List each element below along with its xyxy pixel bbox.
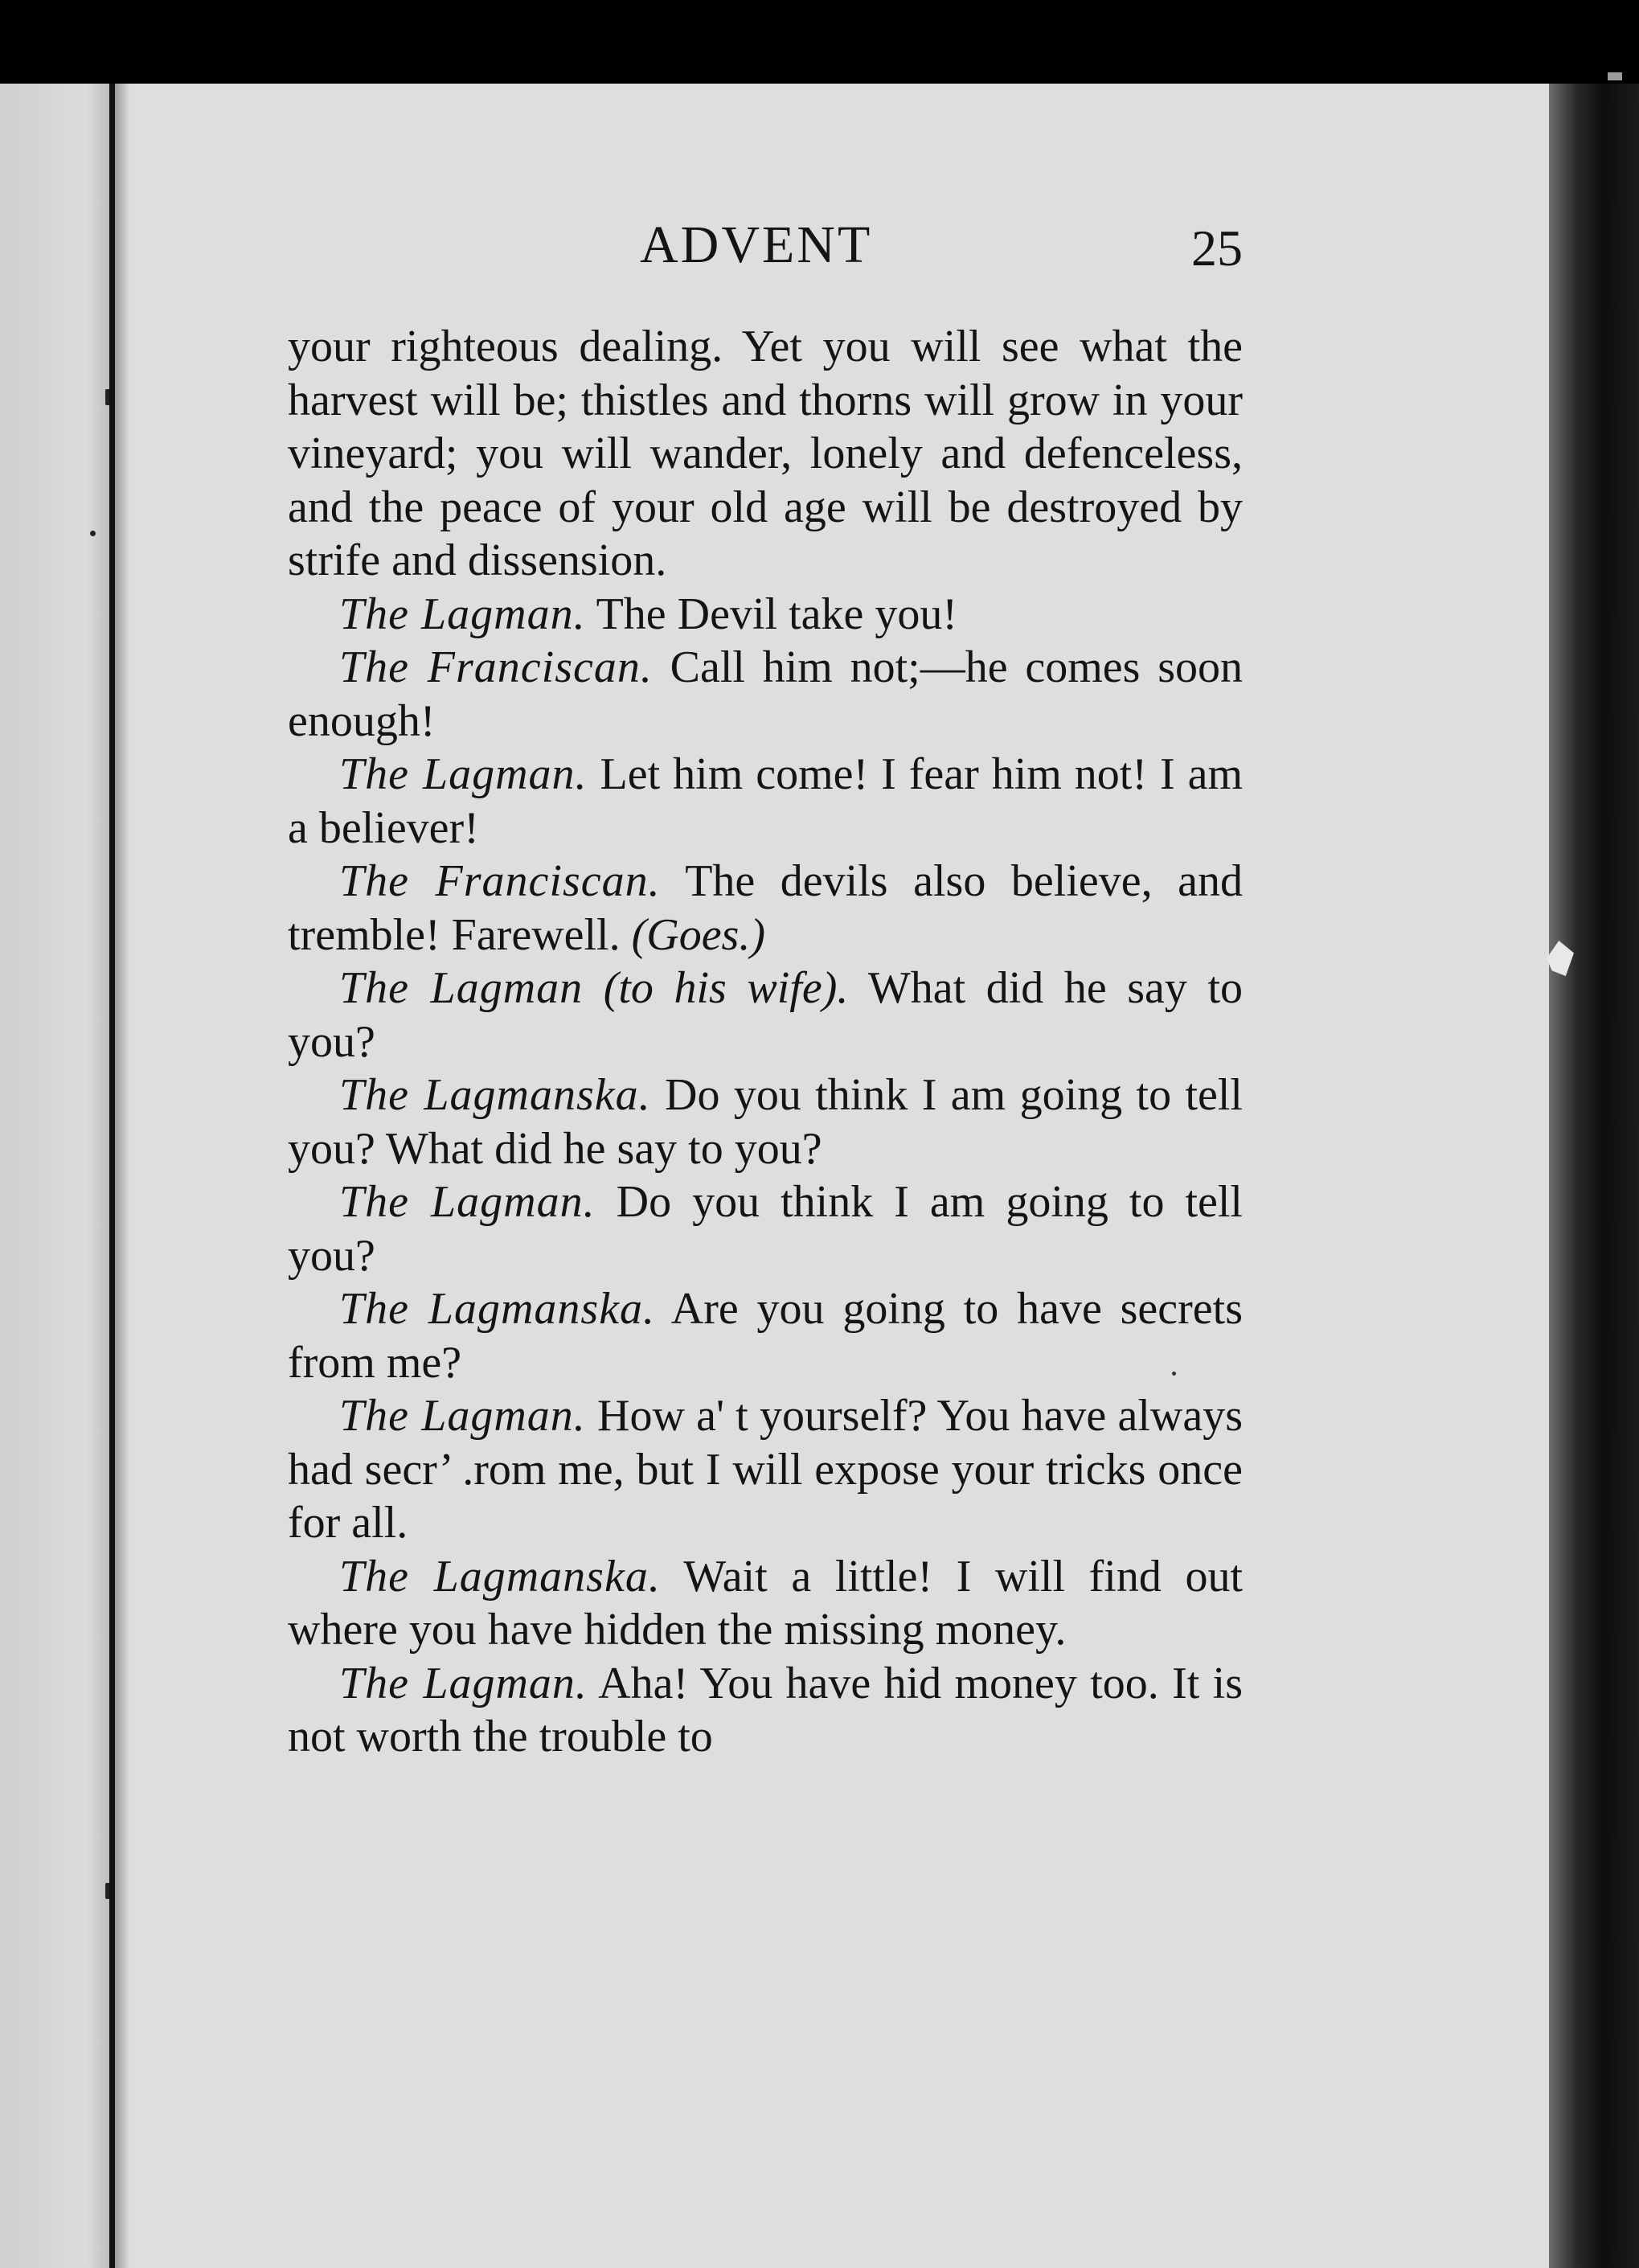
dialogue-line [288,1068,1243,1175]
book-block-edge [1549,84,1639,2268]
speaker-name: The Lagman. [339,1658,588,1708]
facing-page-speck [90,531,96,536]
speaker-name: The Lagmanska. [339,1070,651,1120]
facing-page-edge [0,84,109,2268]
speaker-name: The Lagmanska. [339,1551,661,1602]
dialogue-text: What did he say to you? [288,963,1243,1067]
scan-top-border [0,0,1639,84]
dialogue-line [288,1282,1243,1389]
dialogue-text: The devils also believe, and tremble! Farewell. [288,856,1244,960]
dialogue-text: Call him not;—he comes soon enough! [288,642,1243,746]
speaker-name: The Franciscan. [339,642,653,692]
dialogue-line [288,641,1243,748]
paragraph [288,320,1243,588]
dialogue-line [288,1389,1243,1550]
speaker-name: The Lagmanska. [339,1284,656,1334]
dialogue-line [288,748,1243,855]
running-title: ADVENT [640,215,873,274]
dialogue-text: How a' t yourself? You have always had secr’ .rom me, but I will expose your tricks once for all. [288,1391,1243,1548]
dialogue-line [288,962,1243,1068]
dialogue-line [288,855,1243,962]
dialogue-text: Aha! You have hid money too. It is not worth the trouble to [288,1658,1243,1761]
dialogue-line [288,1175,1243,1282]
dialogue-text: Are you going to have secrets from me? [288,1284,1244,1388]
page-number: 25 [1191,219,1243,277]
speaker-name: The Lagman [339,963,584,1013]
running-header [0,213,1639,277]
paragraph-text: your righteous dealing. Yet you will see what the harvest will be; thistles and thorns will grow in your vineyard; you will wander, lonely and defenceless, and the peace of your old age will be destroyed by strife and dissension. [288,322,1243,585]
speaker-name: The Franciscan. [339,856,661,906]
body-text [288,320,1243,1764]
speaker-name: The Lagman. [339,589,586,639]
gutter-shadow [115,84,129,2268]
speaker-name: The Lagman. [339,1177,596,1227]
dialogue-line [288,588,1243,642]
dialogue-text: Wait a little! I will find out where you have hidden the missing money. [288,1551,1243,1655]
dialogue-text: Let him come! I fear him not! I am a believer! [288,749,1244,853]
dialogue-text: Do you think I am going to tell you? What did he say to you? [288,1070,1243,1174]
speaker-name: The Lagman. [339,1391,586,1441]
dialogue-text: Do you think I am going to tell you? [288,1177,1243,1281]
stage-direction: (Goes.) [631,909,765,960]
dialogue-line [288,1550,1243,1657]
stage-direction: (to his wife). [603,963,849,1013]
scan-fleck [1608,72,1622,80]
speaker-name: The Lagman. [339,749,588,799]
gutter-line [109,84,115,2268]
print-speck [1172,1372,1176,1376]
dialogue-line [288,1657,1243,1764]
dialogue-text: The Devil take you! [596,589,957,639]
